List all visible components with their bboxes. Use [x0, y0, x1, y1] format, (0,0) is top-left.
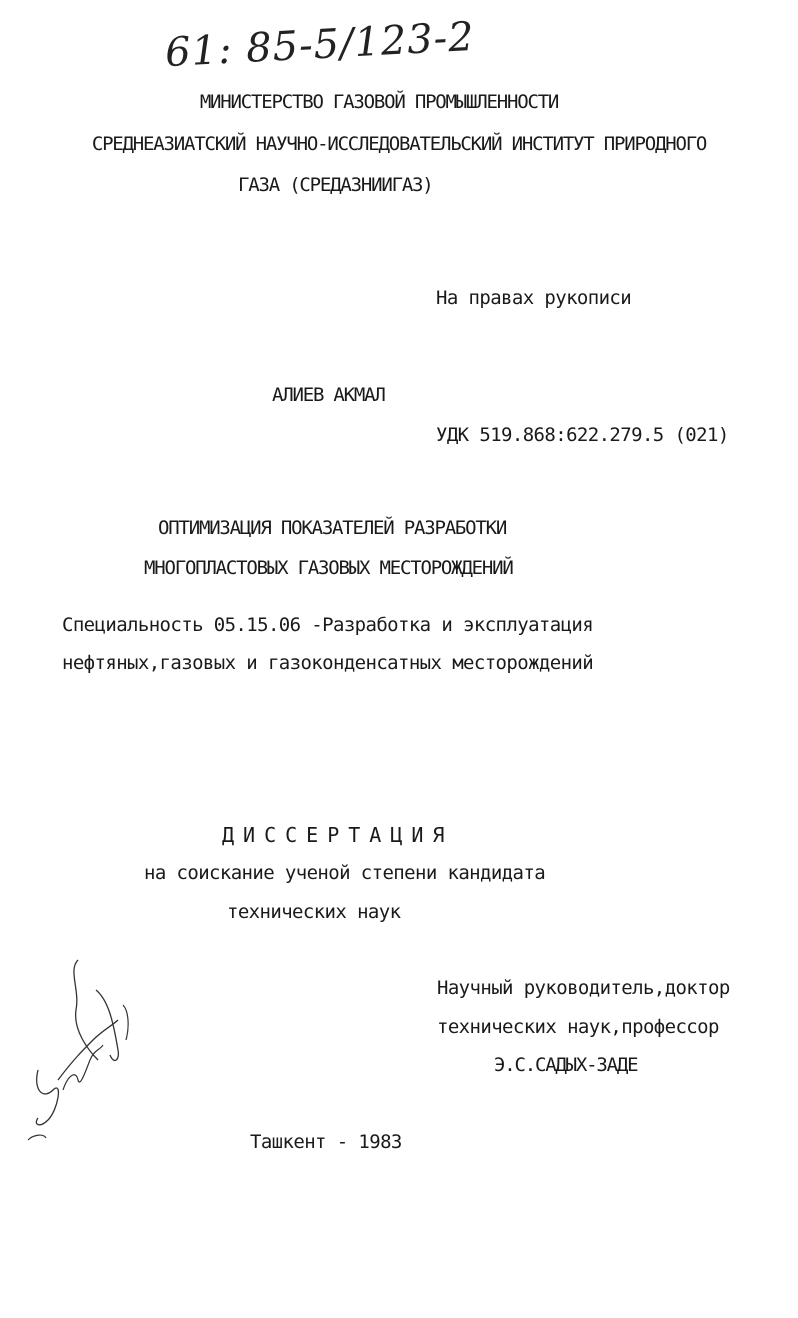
supervisor-name: Э.С.САДЫХ-ЗАДЕ [494, 1054, 638, 1076]
dissertation-line2: технических наук [227, 901, 401, 923]
specialty-line2: нефтяных,газовых и газоконденсатных месторождений [62, 652, 594, 674]
manuscript-rights: На правах рукописи [436, 287, 632, 309]
ministry-heading: МИНИСТЕРСТВО ГАЗОВОЙ ПРОМЫШЛЕННОСТИ [199, 91, 559, 113]
city-year: Ташкент - 1983 [250, 1131, 402, 1153]
title-line1: ОПТИМИЗАЦИЯ ПОКАЗАТЕЛЕЙ РАЗРАБОТКИ [158, 517, 507, 539]
archive-number-handwritten: 61: 85-5/123-2 [164, 13, 476, 77]
supervisor-line2: технических наук,профессор [437, 1016, 719, 1038]
institute-heading-line1: СРЕДНЕАЗИАТСКИЙ НАУЧНО-ИССЛЕДОВАТЕЛЬСКИЙ ИНСТИТУТ ПРИРОДНОГО [91, 133, 707, 155]
supervisor-line1: Научный руководитель,доктор [437, 977, 730, 999]
specialty-line1: Специальность 05.15.06 -Разработка и эксплуатация [62, 614, 594, 636]
institute-heading-line2: ГАЗА (СРЕДАЗНИИГАЗ) [238, 174, 433, 196]
dissertation-heading: ДИССЕРТАЦИЯ [222, 823, 454, 847]
signature-handwritten [18, 950, 148, 1150]
udc-code: УДК 519.868:622.279.5 (021) [436, 424, 729, 446]
author-name: АЛИЕВ АКМАЛ [272, 384, 385, 406]
title-line2: МНОГОПЛАСТОВЫХ ГАЗОВЫХ МЕСТОРОЖДЕНИЙ [144, 557, 513, 579]
dissertation-line1: на соискание ученой степени кандидата [144, 862, 546, 884]
